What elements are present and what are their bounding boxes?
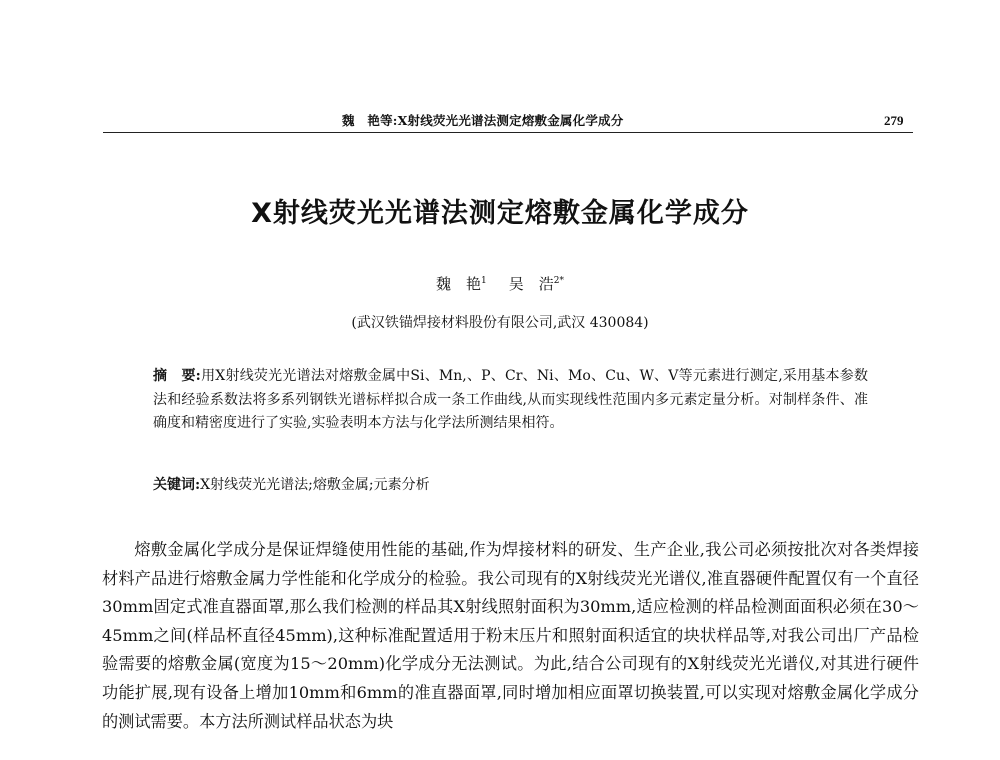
keywords-label: 关键词: — [153, 477, 201, 493]
body-paragraph: 熔敷金属化学成分是保证焊缝使用性能的基础,作为焊接材料的研发、生产企业,我公司必须按批次对各类焊接材料产品进行熔敷金属力学性能和化学成分的检验。我公司现有的X射线荧光光谱仪,准直器硬件配置仅有一个直径30mm固定式准直器面罩,那么我们检测的样品其X射线照射面积为30mm,适应检测的样品检测面面积必须在30～45mm之间(样品杯直径45mm),这种标准配置适用于粉末压片和照射面积适宜的块状样品等,对我公司出厂产品检验需要的熔敷金属(宽度为15～20mm)化学成分无法测试。为此,结合公司现有的X射线荧光光谱仪,对其进行硬件功能扩展,现有设备上增加10mm和6mm的准直器面罩,同时增加相应面罩切换装置,可以实现对熔敷金属化学成分的测试需要。本方法所测试样品状态为块 — [102, 540, 919, 731]
author-1-affiliation-mark: 1 — [481, 276, 487, 286]
running-head: 魏 艳等:X射线荧光光谱法测定熔敷金属化学成分 — [342, 113, 624, 128]
affiliation: (武汉铁锚焊接材料股份有限公司,武汉 430084) — [351, 315, 649, 331]
author-1-name: 魏 艳 — [436, 275, 482, 293]
author-2-name: 吴 浩 — [508, 275, 554, 293]
keywords-text: X射线荧光光谱法;熔敷金属;元素分析 — [200, 477, 430, 493]
keywords-block — [153, 474, 868, 494]
abstract-text: 用X射线荧光光谱法对熔敷金属中Si、Mn,、P、Cr、Ni、Mo、Cu、W、V等元素进行测定,采用基本参数法和经验系数法将多系列钢铁光谱标样拟合成一条工作曲线,从而实现线性范围内多元素定量分析。对制样条件、准确度和精密度进行了实验,实验表明本方法与化学法所测结果相符。 — [153, 368, 868, 431]
page-number: 279 — [884, 113, 904, 128]
paper-title: X射线荧光光谱法测定熔敷金属化学成分 — [251, 198, 749, 229]
author-2-affiliation-mark: 2* — [553, 276, 564, 286]
author-line — [0, 273, 1000, 294]
abstract-block — [153, 365, 868, 436]
abstract-label: 摘 要: — [153, 368, 201, 384]
header-rule — [103, 132, 913, 133]
